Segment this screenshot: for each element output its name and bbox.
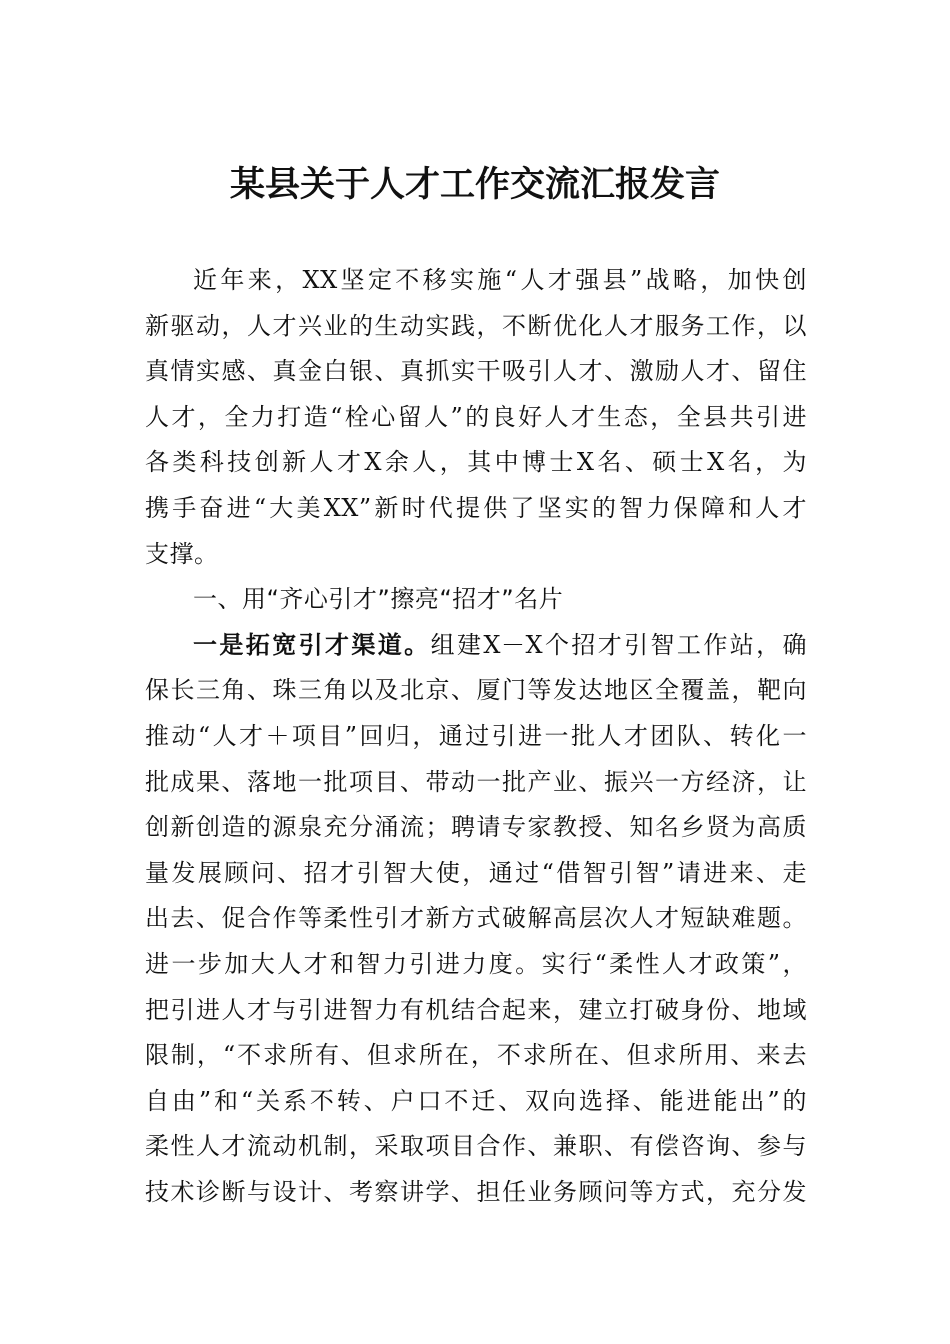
document-title: 某县关于人才工作交流汇报发言 (229, 164, 720, 205)
paragraph-line: 限制，“不求所有、但求所在，不求所在、但求所用、来去 (145, 1041, 807, 1070)
paragraph-line: 人才，全力打造“栓心留人”的良好人才生态，全县共引进 (145, 402, 807, 431)
paragraph-line: 把引进人才与引进智力有机结合起来，建立打破身份、地域 (145, 995, 807, 1024)
paragraph-line: 保长三角、珠三角以及北京、厦门等发达地区全覆盖，靶向 (145, 676, 807, 705)
intro-paragraph (145, 258, 807, 577)
paragraph-line: 近年来，XX坚定不移实施“人才强县”战略，加快创 (193, 266, 807, 294)
document-body (145, 258, 807, 1215)
paragraph-line: 技术诊断与设计、考察讲学、担任业务顾问等方式，充分发 (145, 1177, 807, 1206)
paragraph-line: 量发展顾问、招才引智大使，通过“借智引智”请进来、走 (145, 858, 807, 887)
paragraph-line: 创新创造的源泉充分涌流；聘请专家教授、知名乡贤为高质 (145, 813, 807, 842)
paragraph-line: 推动“人才＋项目”回归，通过引进一批人才团队、转化一 (145, 721, 807, 750)
section-paragraph (145, 623, 807, 1216)
paragraph-line: 新驱动，人才兴业的生动实践，不断优化人才服务工作，以 (145, 311, 807, 340)
paragraph-lead: 一是拓宽引才渠道。 (193, 630, 431, 659)
paragraph-line: 批成果、落地一批项目、带动一批产业、振兴一方经济，让 (145, 767, 807, 796)
paragraph-line: 各类科技创新人才X余人，其中博士X名、硕士X名，为 (145, 448, 807, 477)
paragraph-line: 真情实感、真金白银、真抓实干吸引人才、激励人才、留住 (145, 357, 807, 386)
paragraph-line-first (145, 623, 807, 669)
section-heading: 一、用“齐心引才”擦亮“招才”名片 (193, 585, 564, 614)
paragraph-line: 支撑。 (145, 539, 219, 568)
paragraph-line: 柔性人才流动机制，采取项目合作、兼职、有偿咨询、参与 (145, 1132, 807, 1161)
paragraph-line: 携手奋进“大美XX”新时代提供了坚实的智力保障和人才 (145, 493, 807, 522)
paragraph-line: 出去、促合作等柔性引才新方式破解高层次人才短缺难题。 (145, 904, 807, 933)
paragraph-line: 自由”和“关系不转、户口不迁、双向选择、能进能出”的 (145, 1086, 807, 1115)
paragraph-lead-rest: 组建X－X个招才引智工作站，确 (430, 630, 808, 659)
paragraph-line: 进一步加大人才和智力引进力度。实行“柔性人才政策”， (145, 949, 807, 978)
